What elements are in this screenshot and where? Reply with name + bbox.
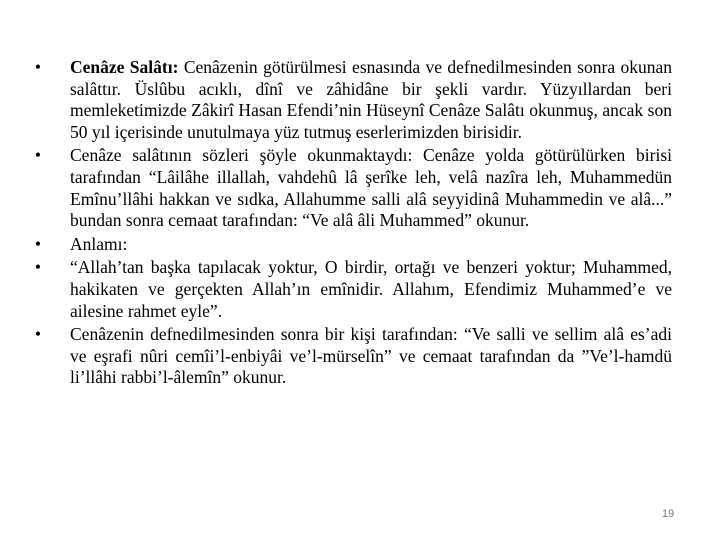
bullet-text: Cenâze salâtının sözleri şöyle okunmaktaydı: Cenâze yolda götürülürken birisi tarafından “Lâilâhe illallah, vahdehû lâ şerîke leh, velâ nazîra leh, Muhammedün Emînu’llâhi hakkan ve sıdka, Allahumme salli alâ seyyidinâ Muhammedin ve alâ...” bundan sonra cemaat tarafından: “Ve alâ âli Muhammed” okunur. [70,145,672,231]
bullet-list [28,57,672,391]
bullet-text: Anlamı: [70,233,128,254]
bullet-item-meaning [28,257,672,322]
bullet-marker: • [34,145,42,166]
bullet-item-meaning-label [28,234,672,256]
bullet-text: “Allah’tan başka tapılacak yoktur, O birdir, ortağı ve benzeri yoktur; Muhammed, hakikaten ve gerçekten Allah’ın emînidir. Allahım, Efendimiz Muhammed’e ve ailesine rahmet eyle”. [70,257,672,321]
bullet-marker: • [34,257,42,278]
bullet-marker: • [34,233,42,254]
bullet-marker: • [34,57,42,77]
bullet-text: Cenâzenin götürülmesi esnasında ve defnedilmesinden sonra okunan salâttır. Üslûbu acıklı, dînî ve zâhidâne bir şekli vardır. Yüzyıllardan beri memleketimizde Zâkirî Hasan Efendi’nin Hüseynî Cenâze Salâtı okunmuş, ancak son 50 yıl içerisinde unutulmaya yüz tutmuş eserlerimizden birisidir. [70,57,672,142]
bullet-marker: • [34,324,42,345]
bullet-item-cenaze-salati [28,57,672,143]
bullet-text: Cenâzenin defnedilmesinden sonra bir kişi tarafından: “Ve salli ve sellim alâ es’adi ve eşrafi nûri cemîi’l-enbiyâi ve’l-mürselîn” ve cemaat tarafından da ”Ve’l-hamdü li’llâhi rabbi’l-âlemîn” okunur. [70,324,672,388]
bullet-lead-term: Cenâze Salâtı: [70,57,179,77]
bullet-item-after-burial [28,324,672,389]
page-number: 19 [662,508,675,520]
bullet-item-words [28,145,672,231]
